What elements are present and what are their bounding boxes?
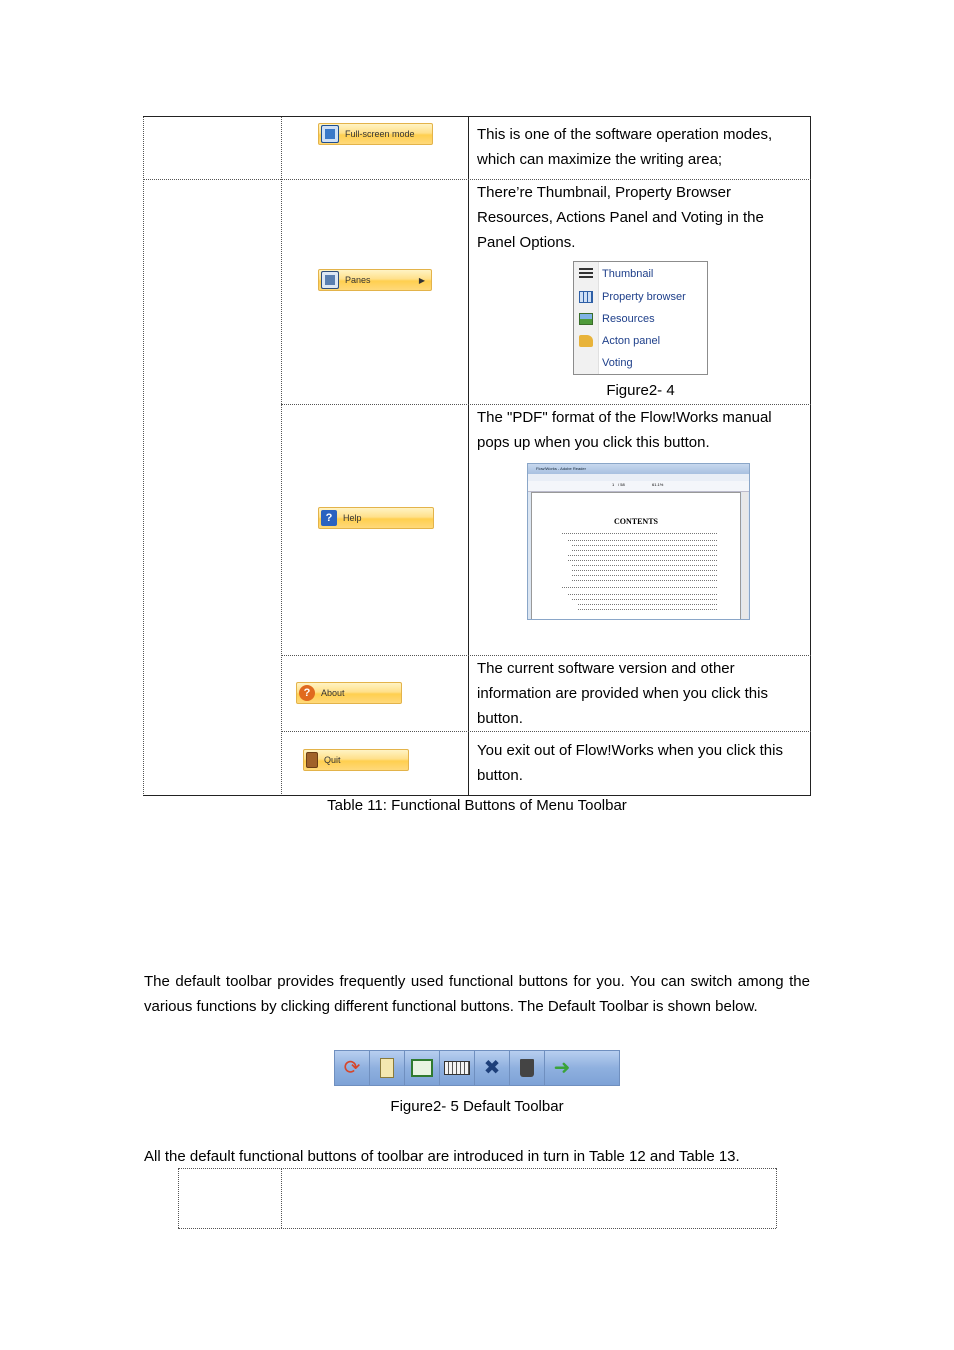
- submenu-arrow-icon: ▶: [418, 275, 425, 285]
- toolbar-grip[interactable]: [579, 1051, 619, 1085]
- about-label: About: [321, 688, 345, 698]
- menu-item-property-browser[interactable]: [574, 286, 707, 308]
- quit-label: Quit: [324, 755, 341, 765]
- pdf-page-number: 1: [612, 482, 615, 487]
- figure-2-4-caption: Figure2- 4: [606, 382, 675, 399]
- menu-item-label: Property browser: [602, 291, 686, 303]
- description-line: Resources, Actions Panel and Voting in the: [477, 209, 764, 226]
- list-icon: [579, 268, 593, 280]
- keyboard-icon[interactable]: [440, 1051, 475, 1085]
- table-border-right: [810, 116, 811, 796]
- screen-icon[interactable]: [405, 1051, 440, 1085]
- about-description: [477, 656, 768, 731]
- table-border-bottom: [143, 795, 811, 796]
- description-line: Panel Options.: [477, 234, 576, 251]
- full-screen-mode-description: [477, 122, 772, 172]
- help-description: [477, 405, 772, 455]
- default-toolbar-intro-paragraph: The default toolbar provides frequently used functional buttons for you. You can switch among the various functions by clicking different functional buttons. The Default Toolbar is shown below.: [144, 973, 810, 1015]
- pdf-scrollbar: [742, 492, 748, 620]
- menu-item-resources[interactable]: [574, 308, 707, 330]
- tables-intro-paragraph: All the default functional buttons of toolbar are introduced in turn in Table 12 and Table 13.: [144, 1148, 740, 1165]
- table-row-separator-4: [281, 731, 811, 732]
- menu-item-label: Voting: [602, 357, 633, 369]
- trash-icon[interactable]: [510, 1051, 545, 1085]
- about-icon: ?: [299, 685, 315, 701]
- toc-line: [562, 533, 717, 534]
- description-line: pops up when you click this button.: [477, 434, 710, 451]
- fullscreen-icon: [321, 125, 339, 143]
- refresh-icon[interactable]: ⟳: [335, 1051, 370, 1085]
- description-line: The "PDF" format of the Flow!Works manual: [477, 409, 772, 426]
- description-line: information are provided when you click this: [477, 685, 768, 702]
- image-icon: [579, 313, 593, 325]
- description-line: The current software version and other: [477, 660, 735, 677]
- table-border-left: [143, 116, 144, 796]
- panes-label: Panes: [345, 275, 371, 285]
- table-border-top: [178, 1168, 776, 1169]
- help-label: Help: [343, 513, 362, 523]
- toc-line: [572, 580, 717, 581]
- menu-item-label: Acton panel: [602, 335, 661, 347]
- grid-icon: [579, 291, 593, 303]
- pdf-toolbar: [528, 481, 749, 492]
- description-line: This is one of the software operation modes,: [477, 126, 773, 143]
- quit-icon: [306, 752, 318, 768]
- pdf-window-titlebar: [528, 464, 749, 474]
- table-col-separator: [281, 1168, 282, 1228]
- toc-line: [568, 555, 717, 556]
- panes-submenu: [573, 261, 708, 375]
- toc-line: [572, 570, 717, 571]
- menu-item-label: Resources: [602, 313, 655, 325]
- pdf-page: [531, 492, 741, 620]
- calculator-shape: [380, 1058, 394, 1078]
- toc-line: [572, 565, 717, 566]
- table-col-separator-2: [468, 116, 469, 796]
- table-border-bottom: [178, 1228, 776, 1229]
- panes-button[interactable]: [318, 269, 432, 291]
- toc-line: [562, 587, 717, 588]
- full-screen-mode-label: Full-screen mode: [345, 129, 415, 139]
- pdf-menubar: [528, 474, 749, 481]
- toc-line: [572, 599, 717, 600]
- description-line: button.: [477, 710, 523, 727]
- toc-line: [578, 604, 717, 605]
- menu-item-voting[interactable]: [574, 352, 707, 374]
- menu-item-thumbnail[interactable]: [574, 263, 707, 285]
- default-toolbar: [334, 1050, 620, 1086]
- description-line: which can maximize the writing area;: [477, 151, 723, 168]
- menu-item-action-panel[interactable]: [574, 330, 707, 352]
- toc-line: [572, 575, 717, 576]
- trash-shape: [520, 1059, 534, 1077]
- menu-item-label: Thumbnail: [602, 268, 654, 280]
- table-border-top: [143, 116, 811, 117]
- next-arrow-icon[interactable]: ➜: [553, 1057, 571, 1079]
- description-line: button.: [477, 767, 523, 784]
- pdf-page-total: / 58: [618, 482, 625, 487]
- table-11-caption: Table 11: Functional Buttons of Menu Toolbar: [327, 797, 627, 814]
- full-screen-mode-button[interactable]: [318, 123, 433, 145]
- help-button[interactable]: [318, 507, 434, 529]
- toc-line: [572, 550, 717, 551]
- table-border-right: [776, 1168, 777, 1228]
- table-border-left: [178, 1168, 179, 1228]
- description-line: You exit out of Flow!Works when you click this: [477, 742, 783, 759]
- about-button[interactable]: [296, 682, 402, 704]
- quit-button[interactable]: [303, 749, 409, 771]
- keyboard-shape: [444, 1061, 470, 1075]
- pdf-window-title: Flow!Works - Adobe Reader: [536, 466, 586, 471]
- panes-icon: [321, 271, 339, 289]
- toc-line: [572, 545, 717, 546]
- tools-icon[interactable]: ✖: [475, 1051, 510, 1085]
- pdf-zoom-level: 61.1%: [652, 482, 664, 487]
- actions-icon: [579, 335, 593, 347]
- quit-description: [477, 738, 783, 788]
- panes-description: [477, 180, 764, 255]
- help-icon: ?: [321, 510, 337, 526]
- screen-shape: [411, 1059, 433, 1077]
- toc-line: [578, 609, 717, 610]
- toc-line: [568, 594, 717, 595]
- toc-line: [568, 560, 717, 561]
- voting-icon: [579, 357, 593, 369]
- table-col-separator-1: [281, 116, 282, 796]
- calculator-icon[interactable]: [370, 1051, 405, 1085]
- pdf-manual-preview: [527, 463, 750, 620]
- figure-2-5-caption: Figure2- 5 Default Toolbar: [390, 1098, 564, 1115]
- description-line: There’re Thumbnail, Property Browser: [477, 184, 731, 201]
- toc-line: [568, 540, 717, 541]
- pdf-contents-heading: CONTENTS: [613, 517, 658, 526]
